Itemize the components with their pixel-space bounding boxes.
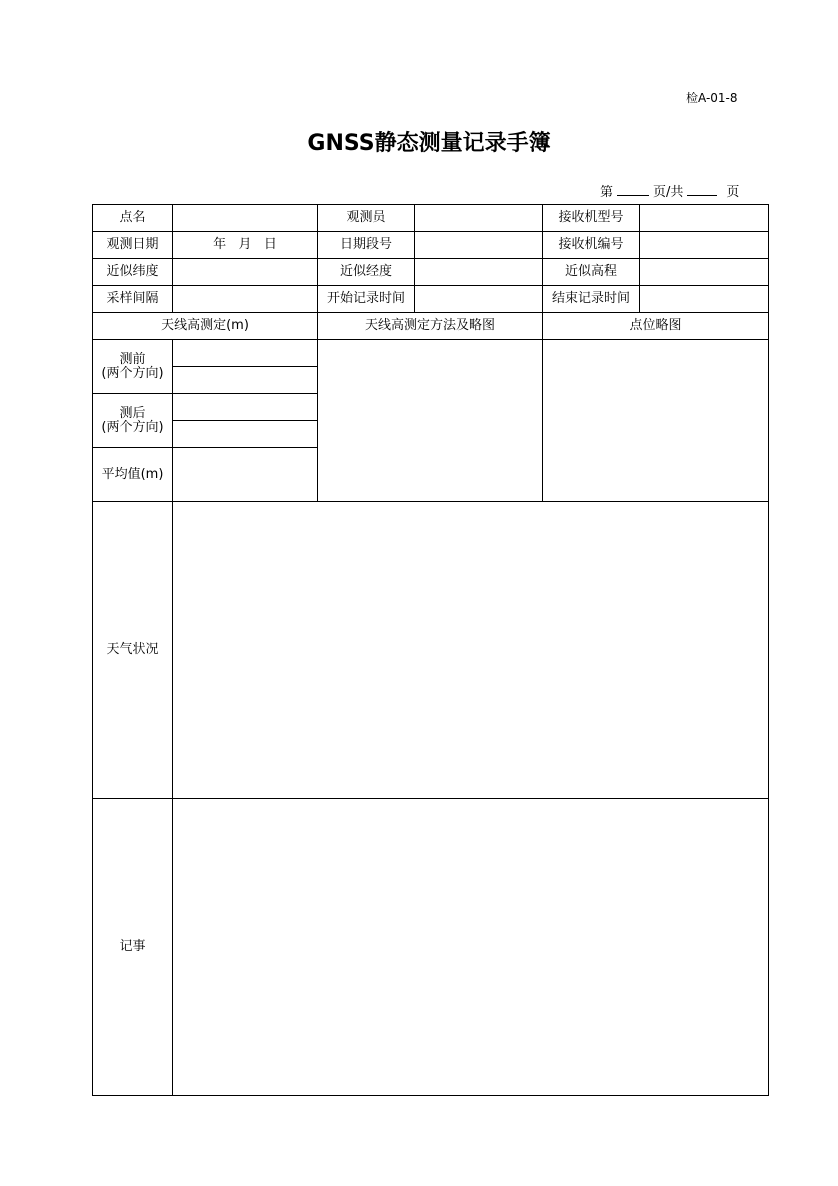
approx-height-field[interactable] xyxy=(640,259,769,286)
point-sketch-header: 点位略图 xyxy=(543,313,769,340)
form-code: 检A-01-8 xyxy=(686,91,738,105)
after-measure-label xyxy=(93,394,173,448)
approx-lat-field[interactable] xyxy=(173,259,318,286)
sampling-interval-field[interactable] xyxy=(173,286,318,313)
after-directions-label: (两个方向) xyxy=(101,419,164,435)
weather-label: 天气状况 xyxy=(93,502,173,799)
after-direction-2-field[interactable] xyxy=(173,421,318,448)
approx-lon-field[interactable] xyxy=(415,259,543,286)
approx-lat-label: 近似纬度 xyxy=(93,259,173,286)
antenna-height-header: 天线高测定(m) xyxy=(93,313,318,340)
point-name-label: 点名 xyxy=(93,205,173,232)
after-direction-1-field[interactable] xyxy=(173,394,318,421)
page-prefix: 第 xyxy=(600,185,614,200)
start-time-field[interactable] xyxy=(415,286,543,313)
page-middle: 页/共 xyxy=(653,185,684,200)
point-name-field[interactable] xyxy=(173,205,318,232)
before-measure-label xyxy=(93,340,173,394)
record-form-table xyxy=(92,204,769,1096)
weather-field[interactable] xyxy=(173,502,769,799)
before-direction-2-field[interactable] xyxy=(173,367,318,394)
end-time-field[interactable] xyxy=(640,286,769,313)
before-directions-label: (两个方向) xyxy=(101,365,164,381)
observer-field[interactable] xyxy=(415,205,543,232)
antenna-method-header: 天线高测定方法及略图 xyxy=(318,313,543,340)
before-label: 测前 xyxy=(119,351,146,367)
approx-height-label: 近似高程 xyxy=(543,259,640,286)
receiver-number-field[interactable] xyxy=(640,232,769,259)
page-number-blank[interactable] xyxy=(617,184,649,196)
approx-lon-label: 近似经度 xyxy=(318,259,415,286)
average-field[interactable] xyxy=(173,448,318,502)
average-label: 平均值(m) xyxy=(93,448,173,502)
obs-date-label: 观测日期 xyxy=(93,232,173,259)
receiver-model-label: 接收机型号 xyxy=(543,205,640,232)
date-segment-field[interactable] xyxy=(415,232,543,259)
date-segment-label: 日期段号 xyxy=(318,232,415,259)
after-label: 测后 xyxy=(119,405,146,421)
page-title: GNSS静态测量记录手簿 xyxy=(307,131,551,156)
antenna-method-sketch-area[interactable] xyxy=(318,340,543,502)
sampling-interval-label: 采样间隔 xyxy=(93,286,173,313)
page-suffix: 页 xyxy=(726,185,740,200)
start-time-label: 开始记录时间 xyxy=(318,286,415,313)
observer-label: 观测员 xyxy=(318,205,415,232)
receiver-number-label: 接收机编号 xyxy=(543,232,640,259)
receiver-model-field[interactable] xyxy=(640,205,769,232)
notes-field[interactable] xyxy=(173,799,769,1096)
before-direction-1-field[interactable] xyxy=(173,340,318,367)
notes-label: 记事 xyxy=(93,799,173,1096)
end-time-label: 结束记录时间 xyxy=(543,286,640,313)
page-number-info xyxy=(600,181,739,200)
total-pages-blank[interactable] xyxy=(687,184,717,196)
point-sketch-area[interactable] xyxy=(543,340,769,502)
obs-date-field[interactable]: 年 月 日 xyxy=(173,232,318,259)
